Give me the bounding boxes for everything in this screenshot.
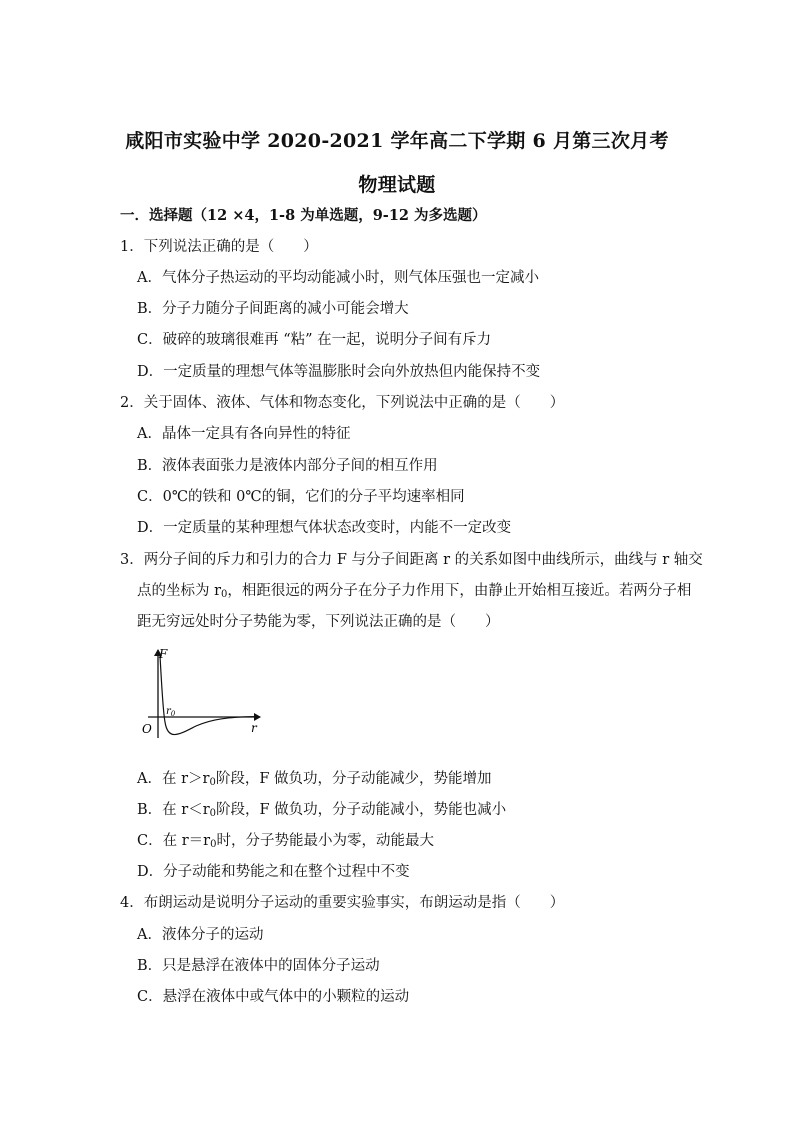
option-text: B．在 r＜r [137,802,210,818]
question-3-option-d: D．分子动能和势能之和在整个过程中不变 [137,864,410,880]
origin-label: O [142,722,152,736]
stem-text: 点的坐标为 r [137,583,222,599]
option-text: 时，分子势能最小为零，动能最大 [216,833,434,849]
subscript: 0 [209,808,217,819]
question-1-option-b: B．分子力随分子间距离的减小可能会增大 [137,301,409,317]
question-1-option-a: A．气体分子热运动的平均动能减小时，则气体压强也一定减小 [137,270,539,286]
question-3-stem-line-1: 3．两分子间的斥力和引力的合力 F 与分子间距离 r 的关系如图中曲线所示，曲线与 r 轴交 [120,552,703,568]
title-line-1: 咸阳市实验中学 2020-2021 学年高二下学期 6 月第三次月考 [125,130,669,152]
r0-subscript: 0 [170,710,176,718]
force-curve [160,656,258,735]
r-axis-label: r [251,721,257,735]
subscript: 0 [221,589,228,600]
f-axis-label: F [159,647,168,661]
subscript: 0 [209,777,216,788]
option-text: A．在 r＞r [137,771,210,787]
title-line-2: 物理试题 [358,174,436,196]
question-1-option-d: D．一定质量的理想气体等温膨胀时会向外放热但内能保持不变 [137,364,541,380]
stem-text: ，相距很远的两分子在分子力作用下，由静止开始相互接近。若两分子相 [227,583,692,599]
question-1-stem: 1．下列说法正确的是（ ） [120,239,318,255]
question-3-option-b [137,800,506,824]
question-3-stem-line-3: 距无穷远处时分子势能为零，下列说法正确的是（ ） [137,614,500,630]
question-3-stem-line-2 [137,581,691,605]
force-distance-graph [136,646,266,742]
question-4-option-b: B．只是悬浮在液体中的固体分子运动 [137,958,380,974]
question-4-option-a: A．液体分子的运动 [137,927,264,943]
question-2-option-b: B．液体表面张力是液体内部分子间的相互作用 [137,458,438,474]
section-heading: 一．选择题（12 ×4，1-8 为单选题，9-12 为多选题） [120,207,487,224]
question-3-option-c [137,831,434,855]
question-4-stem: 4．布朗运动是说明分子运动的重要实验事实，布朗运动是指（ ） [120,895,565,911]
r0-label [166,706,176,718]
option-text: C．在 r＝r [137,833,211,849]
question-2-option-a: A．晶体一定具有各向异性的特征 [137,426,351,442]
question-3-option-a [137,769,492,793]
question-2-option-d: D．一定质量的某种理想气体状态改变时，内能不一定改变 [137,520,512,536]
question-4-option-c: C．悬浮在液体中或气体中的小颗粒的运动 [137,989,410,1005]
subscript: 0 [210,839,217,850]
question-2-option-c: C．0℃的铁和 0℃的铜，它们的分子平均速率相同 [137,489,465,505]
option-text: 阶段，F 做负功，分子动能减少，势能增加 [215,771,492,787]
question-1-option-c: C．破碎的玻璃很难再 “粘” 在一起，说明分子间有斥力 [137,332,492,348]
r0-letter: r [166,706,171,717]
question-2-stem: 2．关于固体、液体、气体和物态变化，下列说法中正确的是（ ） [120,395,565,411]
option-text: 阶段，F 做负功，分子动能减小，势能也减小 [216,802,507,818]
